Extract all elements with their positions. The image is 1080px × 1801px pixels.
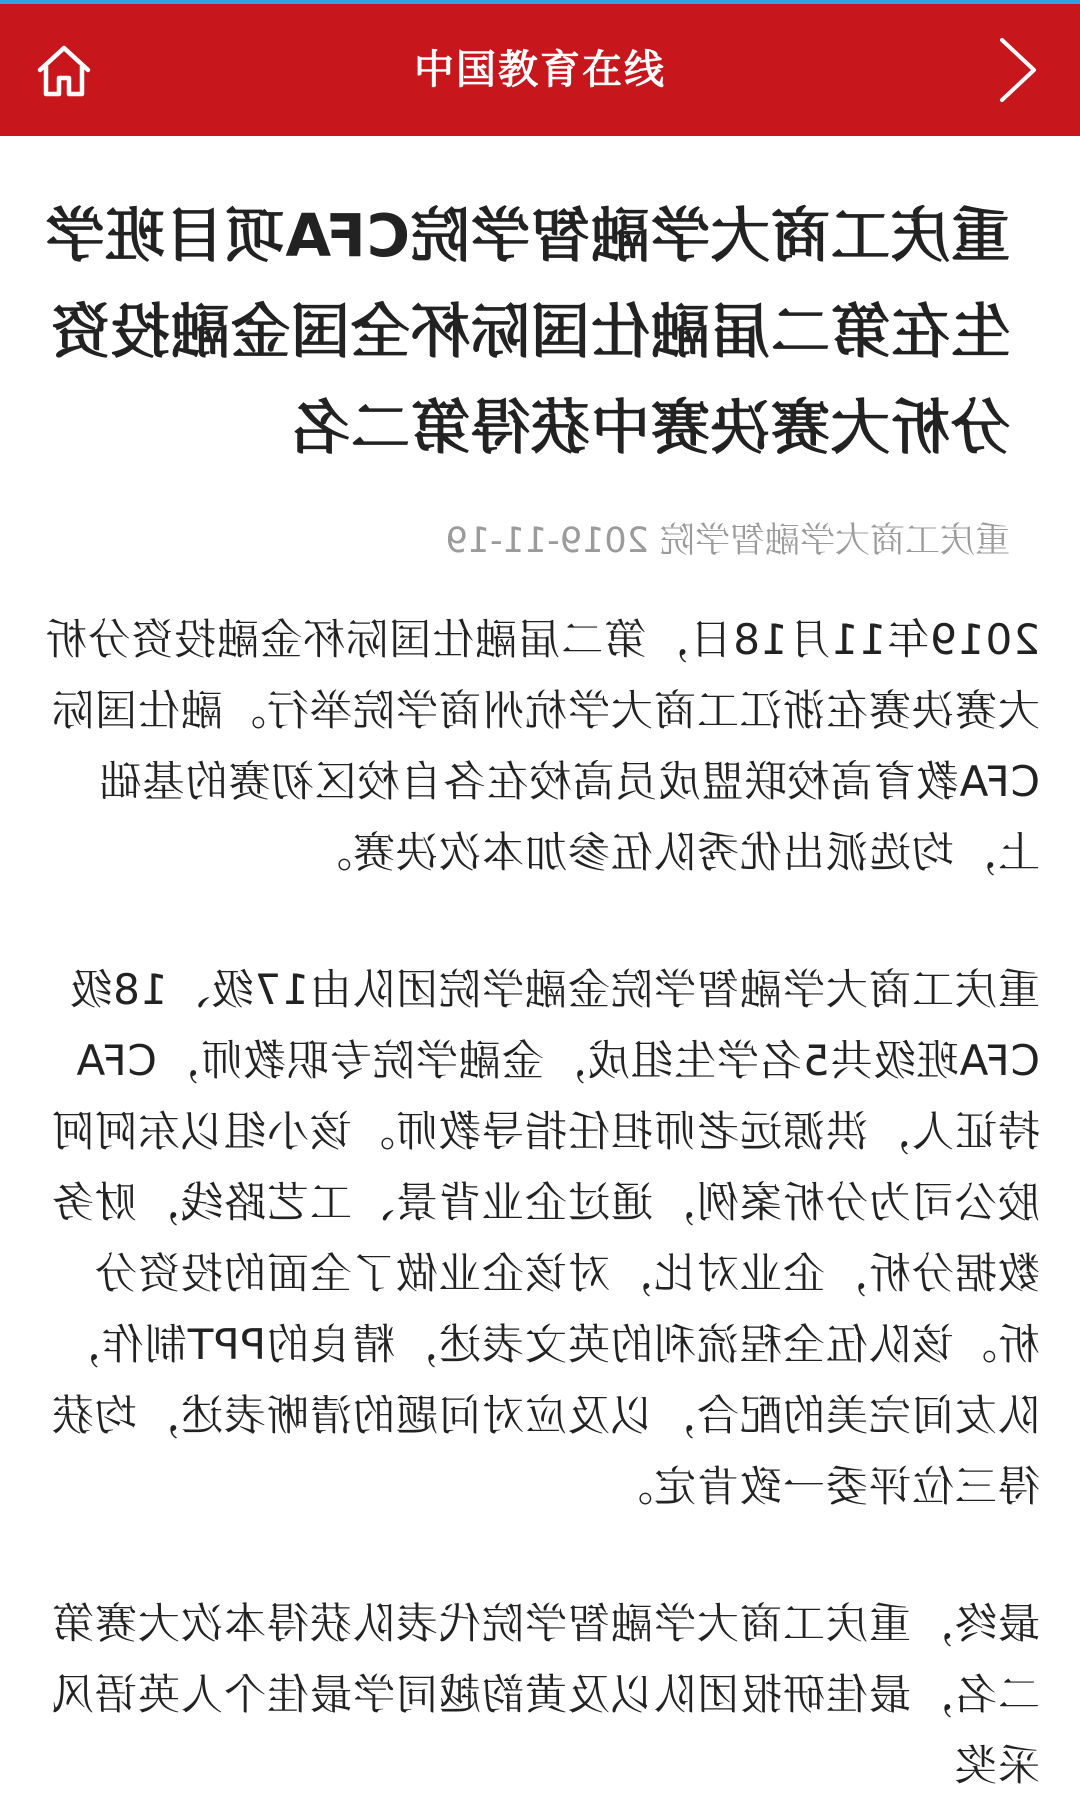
article-paragraph: 重庆工商大学融智学院金融学院团队由17级、18级CFA班级共5名学生组成，金融学院专职教师，CFA持证人，洪源远老师担任指导教师。该小组以东阿阿胶公司为分析案例，通过企业背景、工艺路线，财务数据分析，企业对比，对该企业做了全面的投资分析。该队伍全程流利的英文表述，精良的PPT制作，队友间完美的配合，以及应对问题的清晰表述，均获得三位评委一致肯定。: [50, 965, 1040, 1511]
article-content: [40, 188, 1040, 1801]
article-meta: 重庆工商大学融智学院 2019-11-19: [445, 521, 1010, 561]
chevron-right-icon: [992, 34, 1042, 106]
article: [0, 136, 1080, 1801]
article-paragraph: 2019年11月18日，第二届融仕国际杯金融投资分析大赛决赛在浙江工商大学杭州商学院举行。融仕国际CFA教育高校联盟成员高校在各自校区初赛的基础上，均选派出优秀队伍参加本次决赛。: [44, 615, 1040, 877]
article-paragraph: 最终，重庆工商大学融智学院代表队获得本次大赛第二名，最佳研报团队以及黄韵越同学最佳个人英语风采奖: [50, 1599, 1040, 1790]
app-header: [0, 4, 1080, 136]
article-title: 重庆工商大学融智学院CFA项目班学生在第二届融仕国际杯全国金融投资分析大赛决赛中获得第二名: [44, 201, 1010, 462]
next-button[interactable]: [992, 34, 1042, 106]
header-title: 中国教育在线: [414, 47, 666, 93]
